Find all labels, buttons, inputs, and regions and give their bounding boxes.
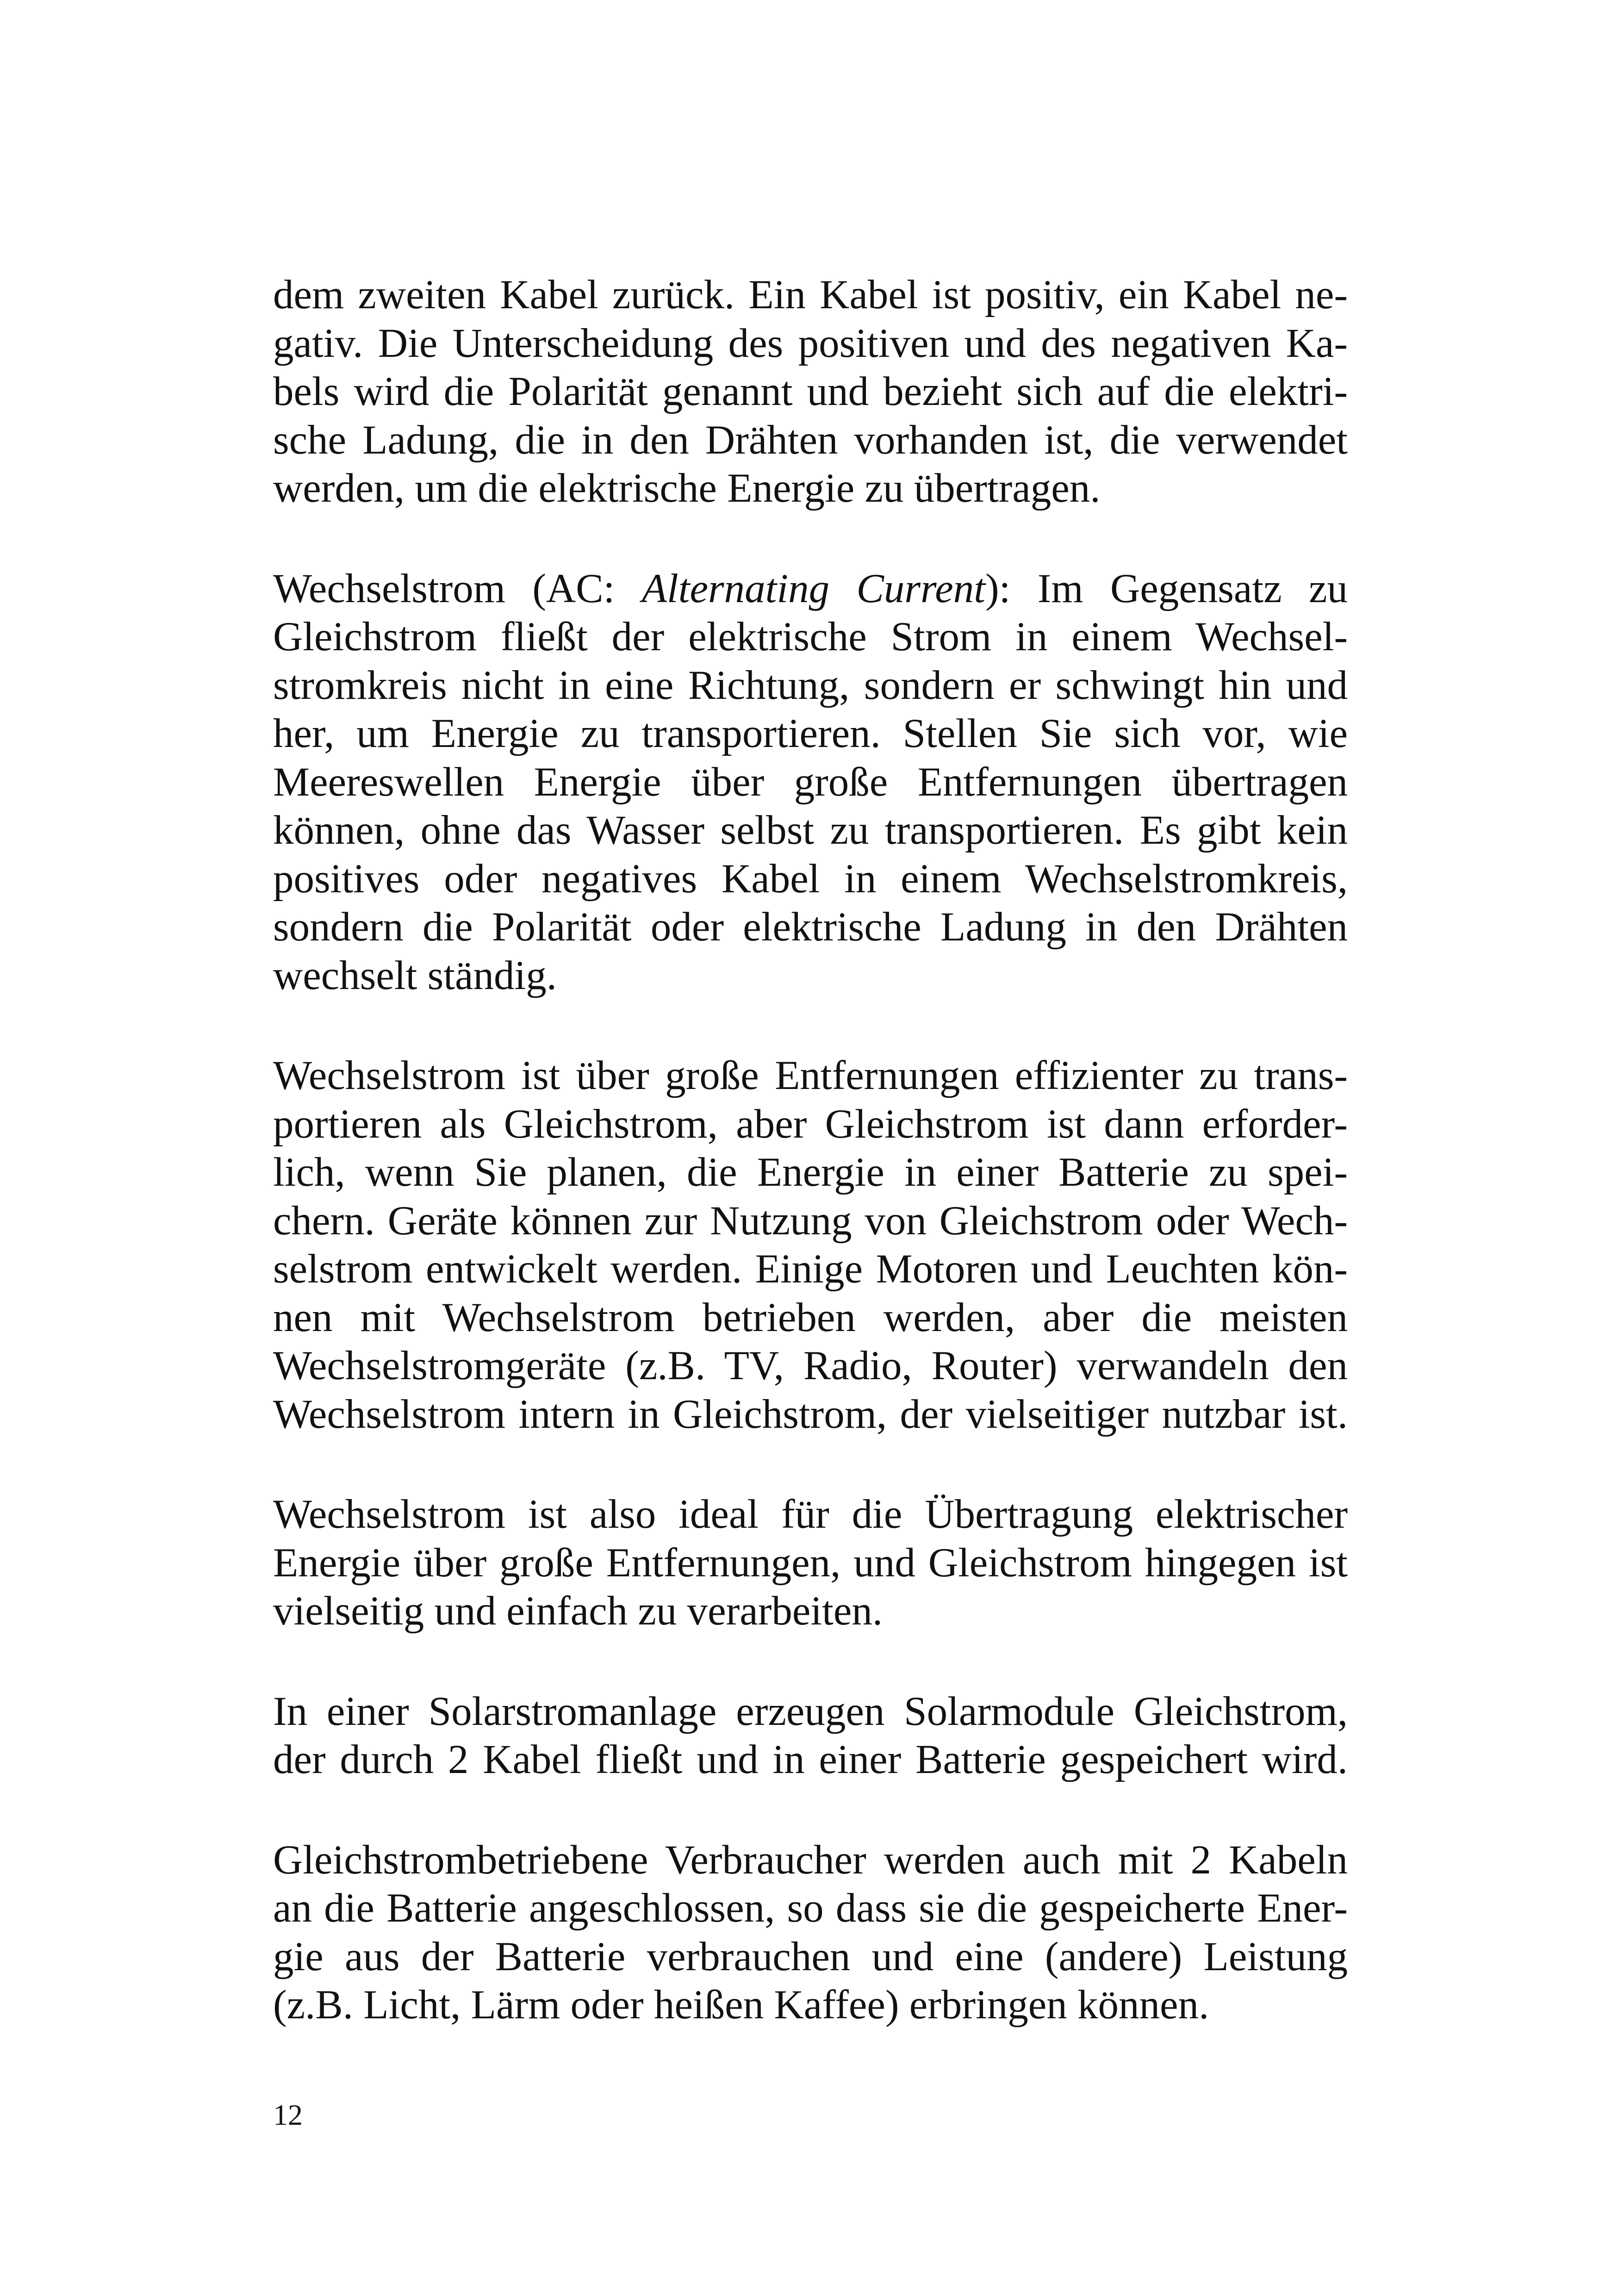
text-line: selstrom entwickelt werden. Einige Motoren und Leuchten kön-	[273, 1246, 1348, 1292]
text-line: Wechselstrom intern in Gleichstrom, der vielseitiger nutzbar ist.	[273, 1391, 1348, 1437]
text-line: werden, um die elektrische Energie zu übertragen.	[273, 466, 1101, 511]
paragraph-solar-system	[273, 1687, 1348, 1784]
text-line: sondern die Polarität oder elektrische Ladung in den Drähten	[273, 904, 1348, 950]
text-line: stromkreis nicht in eine Richtung, sondern er schwingt hin und	[273, 662, 1348, 708]
text-line: lich, wenn Sie planen, die Energie in einer Batterie zu spei-	[273, 1150, 1348, 1195]
text-line: vielseitig und einfach zu verarbeiten.	[273, 1588, 883, 1634]
text-line: bels wird die Polarität genannt und bezieht sich auf die elektri-	[273, 369, 1348, 414]
italic-term: Alternating Current	[641, 566, 986, 611]
page-body	[273, 271, 1348, 2081]
text-segment: ): Im Gegensatz zu	[985, 566, 1348, 611]
text-line: nen mit Wechselstrom betrieben werden, aber die meisten	[273, 1294, 1348, 1340]
text-line: können, ohne das Wasser selbst zu transportieren. Es gibt kein	[273, 808, 1348, 853]
text-line: der durch 2 Kabel fließt und in einer Batterie gespeichert wird.	[273, 1737, 1348, 1782]
text-line: positives oder negatives Kabel in einem Wechselstromkreis,	[273, 856, 1348, 902]
paragraph-ac-vs-dc	[273, 1052, 1348, 1438]
text-line: gativ. Die Unterscheidung des positiven und des negativen Ka-	[273, 320, 1348, 366]
paragraph-polarity	[273, 271, 1348, 513]
text-line: wechselt ständig.	[273, 952, 557, 998]
text-line: dem zweiten Kabel zurück. Ein Kabel ist positiv, ein Kabel ne-	[273, 272, 1348, 317]
paragraph-summary	[273, 1490, 1348, 1636]
text-line: In einer Solarstromanlage erzeugen Solarmodule Gleichstrom,	[273, 1688, 1348, 1734]
text-line: chern. Geräte können zur Nutzung von Gleichstrom oder Wech-	[273, 1198, 1348, 1244]
text-line: her, um Energie zu transportieren. Stellen Sie sich vor, wie	[273, 711, 1348, 756]
text-line: Wechselstromgeräte (z.B. TV, Radio, Router) verwandeln den	[273, 1343, 1348, 1388]
text-line: Gleichstrombetriebene Verbraucher werden auch mit 2 Kabeln	[273, 1837, 1348, 1883]
text-line: (z.B. Licht, Lärm oder heißen Kaffee) erbringen können.	[273, 1982, 1209, 2028]
text-line: an die Batterie angeschlossen, so dass sie die gespeicherte Ener-	[273, 1885, 1348, 1931]
page-number: 12	[273, 2098, 303, 2131]
text-segment: Wechselstrom (AC:	[273, 566, 642, 611]
paragraph-alternating-current	[273, 565, 1348, 1000]
text-line: Gleichstrom fließt der elektrische Strom in einem Wechsel-	[273, 614, 1348, 660]
text-line: Energie über große Entfernungen, und Gleichstrom hingegen ist	[273, 1540, 1348, 1586]
text-line-with-italic-term	[273, 565, 1348, 613]
text-line: Wechselstrom ist also ideal für die Übertragung elektrischer	[273, 1492, 1348, 1537]
paragraph-dc-consumers	[273, 1836, 1348, 2029]
text-line: gie aus der Batterie verbrauchen und eine (andere) Leistung	[273, 1934, 1348, 1979]
text-line: Meereswellen Energie über große Entfernungen übertragen	[273, 759, 1348, 805]
text-line: Wechselstrom ist über große Entfernungen effizienter zu trans-	[273, 1053, 1348, 1098]
text-line: sche Ladung, die in den Drähten vorhanden ist, die verwendet	[273, 417, 1348, 463]
text-line: portieren als Gleichstrom, aber Gleichstrom ist dann erforder-	[273, 1101, 1348, 1147]
